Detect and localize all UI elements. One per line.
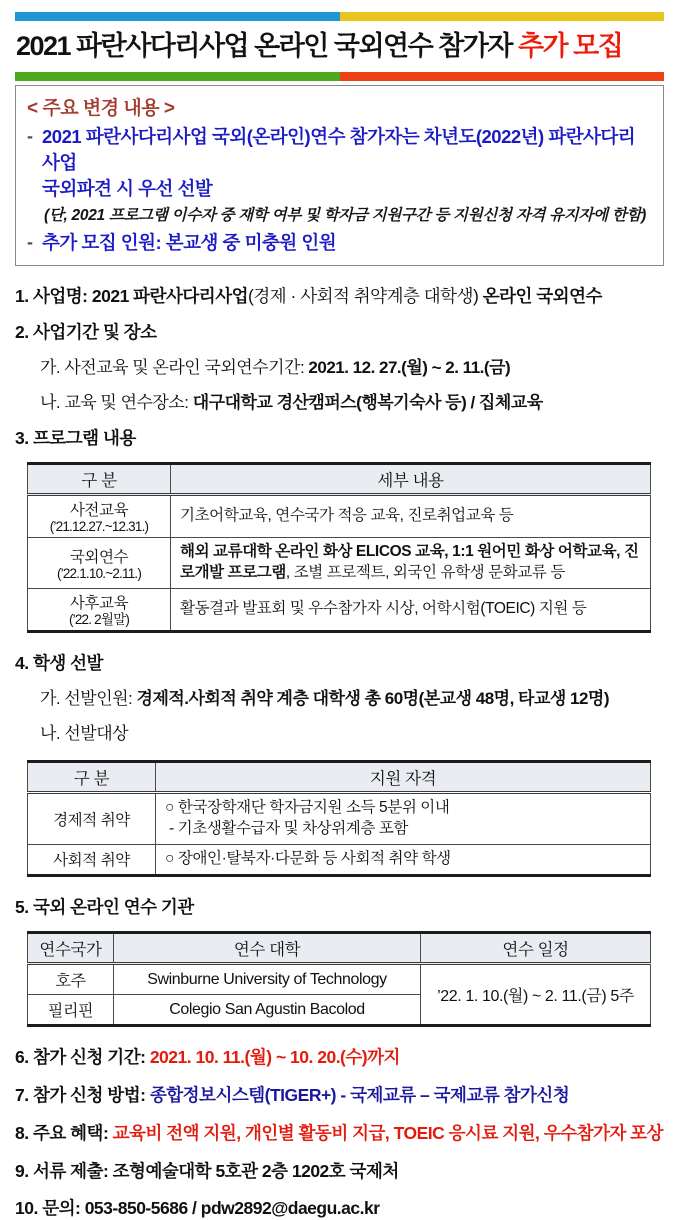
section-7-application-method [15,1084,664,1107]
table-row [28,844,651,875]
section-10-contact [15,1197,664,1220]
details-regular-text: , 조별 프로젝트, 외국인 유학생 문화교류 등 [285,564,565,582]
cell-country: 호주 [28,964,114,995]
section-7-value: 종합정보시스템(TIGER+) - 국제교류 – 국제교류 참가신청 [149,1085,570,1106]
column-header-details: 세부 내용 [171,464,651,495]
section-4-item-ga [40,688,664,710]
section-1-bold-2: 온라인 국외연수 [482,286,602,306]
cell-university: Colegio San Agustin Bacolod [114,995,421,1026]
section-7-prefix: 7. 참가 신청 방법: [15,1085,146,1106]
section-4-ga-prefix: 가. 선발인원: [40,688,133,708]
page-title [16,30,663,64]
top-bar-yellow-segment [340,12,665,21]
section-4-heading: 4. 학생 선발 [15,652,103,673]
column-header-category: 구 분 [28,464,171,495]
column-header-country: 연수국가 [28,933,114,964]
category-name: 사전교육 [69,502,129,520]
section-4-ga-value: 경제적.사회적 취약 계층 대학생 총 60명(본교생 48명, 타교생 12명) [136,688,610,708]
mid-color-bar [15,72,664,81]
section-2-na-prefix: 나. 교육 및 연수장소: [40,392,189,412]
top-color-bar [15,12,664,21]
cell-category [28,495,171,538]
cell-university: Swinburne University of Technology [114,964,421,995]
column-header-eligibility: 지원 자격 [156,761,651,792]
table-header-row [28,761,651,792]
major-changes-note: (단, 2021 프로그램 이수자 중 재학 여부 및 학자금 지원구간 등 지원신청 자격 유지자에 한함) [44,207,646,225]
column-header-university: 연수 대학 [114,933,421,964]
table-row [28,538,651,589]
cell-category: 경제적 취약 [28,792,156,844]
major-changes-item-2-text: 추가 모집 인원: 본교생 중 미충원 인원 [42,232,337,254]
section-8-prefix: 8. 주요 혜택: [15,1122,109,1143]
cell-details [171,538,651,589]
item-1-line-1: 2021 파란사다리사업 국외(온라인)연수 참가자는 차년도(2022년) 파란사다리사업 [42,125,636,173]
section-10-prefix: 10. 문의: [15,1198,81,1219]
table-header-row [28,933,651,964]
major-changes-item-2 [27,230,652,256]
section-8-value: 교육비 전액 지원, 개인별 활동비 지급, TOEIC 응시료 지원, 우수참가자 포상 [112,1122,663,1143]
section-10-value: 053-850-5686 / pdw2892@daegu.ac.kr [84,1198,380,1219]
cell-schedule: ’22. 1. 10.(월) ~ 2. 11.(금) 5주 [421,964,651,1026]
section-1-bold-1: 2021 파란사다리사업 [91,286,249,306]
section-9-document-submission [15,1160,664,1183]
cell-details: 활동결과 발표회 및 우수참가자 시상, 어학시험(TOEIC) 지원 등 [171,589,651,632]
section-2-ga-value: 2021. 12. 27.(월) ~ 2. 11.(금) [308,357,511,377]
eligibility-line-1: ○ 한국장학재단 학자금지원 소득 5분위 이내 [165,798,450,816]
bullet-dash: - [27,125,33,146]
cell-eligibility: ○ 장애인·탈북자·다문화 등 사회적 취약 학생 [156,844,651,875]
cell-details: 기초어학교육, 연수국가 적응 교육, 진로취업교육 등 [171,495,651,538]
section-9-value: 조형예술대학 5호관 2층 1202호 국제처 [112,1160,399,1181]
category-period: (’22. 2월말) [68,612,130,628]
top-bar-blue-segment [15,12,340,21]
major-changes-heading: < 주요 변경 내용 > [27,97,175,119]
section-2-ga-prefix: 가. 사전교육 및 온라인 국외연수기간: [40,357,305,377]
section-5-heading: 5. 국외 온라인 연수 기관 [15,896,194,917]
section-6-value: 2021. 10. 11.(월) ~ 10. 20.(수)까지 [149,1047,400,1068]
program-content-table [27,462,651,633]
page-title-highlight: 추가 모집 [517,31,623,61]
section-6-application-period [15,1046,664,1069]
column-header-schedule: 연수 일정 [421,933,651,964]
section-1-program-name [15,285,664,308]
cell-category [28,538,171,589]
section-4-item-na: 나. 선발대상 [40,723,129,743]
table-row [28,792,651,844]
section-2-item-ga [40,357,664,379]
section-8-benefits [15,1122,664,1145]
cell-category: 사회적 취약 [28,844,156,875]
table-row [28,495,651,538]
eligibility-table [27,760,651,877]
section-1-normal: (경제 · 사회적 취약계층 대학생) [248,286,479,306]
details-bold-text: 해외 교류대학 온라인 화상 ELICOS 교육, 1:1 원어민 화상 어학교육, 진로개발 프로그램 [180,543,639,582]
category-name: 사후교육 [69,595,129,613]
major-changes-item-1-text [42,124,652,202]
cell-eligibility [156,792,651,844]
category-name: 국외연수 [69,548,129,566]
section-2-heading: 2. 사업기간 및 장소 [15,321,157,342]
category-period: (’21.12.27.~12.31.) [49,519,149,535]
major-changes-box [15,85,664,266]
section-9-prefix: 9. 서류 제출: [15,1160,109,1181]
table-row [28,964,651,995]
category-period: (’22.1.10.~2.11.) [56,565,142,581]
major-changes-item-1 [27,124,652,202]
page-title-main: 2021 파란사다리사업 온라인 국외연수 참가자 [16,31,518,61]
table-header-row [28,464,651,495]
section-2-na-value: 대구대학교 경산캠퍼스(행복기숙사 등) / 집체교육 [192,392,543,412]
table-row [28,589,651,632]
mid-bar-green-segment [15,72,340,81]
training-institutions-table [27,931,651,1027]
section-6-prefix: 6. 참가 신청 기간: [15,1047,146,1068]
section-1-label: 1. 사업명: [15,286,88,306]
eligibility-line-2: - 기초생활수급자 및 차상위계층 포함 [169,819,408,837]
section-3-heading: 3. 프로그램 내용 [15,427,136,448]
cell-category [28,589,171,632]
bullet-dash: - [27,232,33,253]
item-1-line-2: 국외파견 시 우선 선발 [42,177,213,199]
cell-country: 필리핀 [28,995,114,1026]
column-header-category: 구 분 [28,761,156,792]
section-2-item-na [40,392,664,414]
mid-bar-red-segment [340,72,665,81]
